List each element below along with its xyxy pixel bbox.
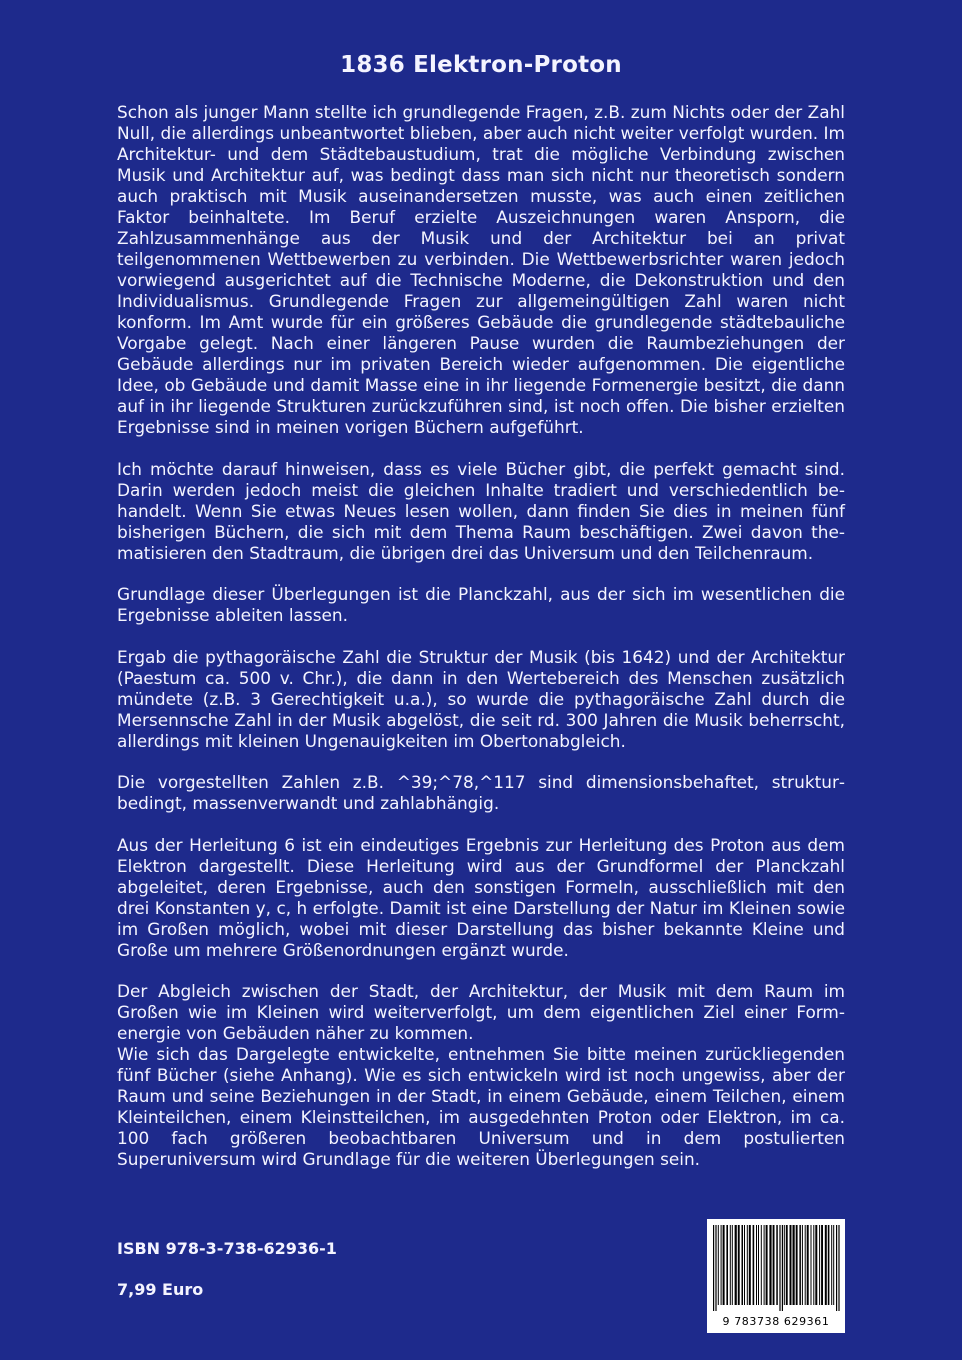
barcode-bar bbox=[723, 1225, 725, 1305]
barcode-bar bbox=[786, 1225, 788, 1305]
barcode-bar bbox=[805, 1225, 806, 1305]
barcode-bar bbox=[769, 1225, 771, 1305]
barcode-bar bbox=[758, 1225, 759, 1305]
barcode-bar bbox=[756, 1225, 757, 1305]
barcode-bar bbox=[828, 1225, 830, 1305]
barcode-bar bbox=[813, 1225, 814, 1305]
barcode-bar bbox=[738, 1225, 740, 1305]
barcode-bar bbox=[742, 1225, 744, 1305]
barcode-bar bbox=[825, 1225, 827, 1305]
paragraph-7: Der Abgleich zwischen der Stadt, der Architektur, der Musik mit dem Raum im Großen wie im Kleinen wird weiterverfolgt, um dem eigentlichen Ziel einer Formenergie von Gebäuden näher zu kommen. bbox=[117, 981, 845, 1043]
barcode-bar bbox=[732, 1225, 733, 1305]
barcode-bar bbox=[761, 1225, 762, 1305]
barcode-bar bbox=[730, 1225, 731, 1305]
barcode-bar bbox=[766, 1225, 768, 1305]
barcode-bar bbox=[726, 1225, 728, 1305]
paragraph-8: Wie sich das Dargelegte entwickelte, entnehmen Sie bitte meinen zurückliegenden fünf Bücher (siehe Anhang). Wie es sich entwickeln wird ist noch ungewiss, aber der Raum und seine Beziehungen in der Stadt, in einem Gebäude, einem Teilchen, einem Kleinteilchen, einem Kleinstteilchen, im ausgedehnten Proton oder Elektron, im ca. 100 fach größeren beobachtbaren Universum und in dem postulierten Superuniversum wird Grundlage für die weiteren Überlegungen sein. bbox=[117, 1044, 845, 1169]
paragraph-1: Schon als junger Mann stellte ich grundlegende Fragen, z.B. zum Nichts oder der Zahl Null, die allerdings unbeantwortet blieben, aber auch nicht weiter verfolgt wurden. Im Architektur- und dem Städtebaustudium, trat die mögliche Verbindung zwischen Musik und Architektur auf, was bedingt dass man sich nicht nur theoretisch sondern auch praktisch mit Musik auseinandersetzen musste, was auch einen zeitlichen Faktor beinhaltete. Im Beruf erzielte Auszeichnungen waren Ansporn, die Zahlzusammenhänge aus der Musik und der Architektur bei an privat teilgenommenen Wettbewerben zu verbinden. Die Wettbewerbsrichter waren jedoch vorwiegend ausgerichtet auf die Technische Moderne, die Dekonstruktion und den Individualismus. Grundlegende Fragen zur allgemeingültigen Zahl waren nicht konform. Im Amt wurde für ein größeres Gebäude die grundlegende städtebauliche Vorgabe gelegt. Nach einer längeren Pause wurden die Raumbeziehungen der Gebäude allerdings nur im privaten Bereich wieder aufgenommen. Die eigentliche Idee, ob Gebäude und damit Masse eine in ihr liegende Formenergie besitzt, die dann auf in ihr liegende Strukturen zurückzuführen sind, ist noch offen. Die bisher erzielten Ergebnisse sind in meinen vorigen Büchern aufgeführt. bbox=[117, 102, 845, 437]
isbn-label: ISBN 978-3-738-62936-1 bbox=[117, 1239, 337, 1258]
barcode-bar bbox=[747, 1225, 748, 1305]
barcode-bar bbox=[790, 1225, 792, 1305]
barcode-bar bbox=[821, 1225, 823, 1305]
book-title: 1836 Elektron-Proton bbox=[340, 52, 622, 78]
blurb-text bbox=[117, 102, 845, 1191]
barcode-bar bbox=[807, 1225, 809, 1305]
barcode-bar bbox=[773, 1225, 775, 1305]
barcode-guard-bar bbox=[713, 1225, 714, 1311]
paragraph-5: Die vorgestellten Zahlen z.B. ^39;^78,^117 sind dimensionsbehaftet, strukturbedingt, massenverwandt und zahlabhängig. bbox=[117, 772, 845, 813]
barcode-bar bbox=[815, 1225, 817, 1305]
barcode-guard-bar bbox=[779, 1225, 780, 1311]
barcode-bar bbox=[735, 1225, 737, 1305]
paragraph-6: Aus der Herleitung 6 ist ein eindeutiges Ergebnis zur Herleitung des Proton aus dem Elektron dargestellt. Diese Herleitung wird aus der Grundformel der Planckzahl abgeleitet, deren Ergebnisse, auch den sonstigen Formeln, ausschließlich mit den drei Konstanten y, c, h erfolgte. Damit ist eine Darstellung der Natur im Kleinen sowie im Großen möglich, wobei mit dieser Darstellung das bisher bekannte Kleine und Große um mehrere Größenordnungen ergänzt wurde. bbox=[117, 834, 845, 960]
barcode-bar bbox=[744, 1225, 745, 1305]
barcode-bar bbox=[831, 1225, 832, 1305]
paragraph-4: Ergab die pythagoräische Zahl die Struktur der Musik (bis 1642) und der Architektur (Paestum ca. 500 v. Chr.), die dann in den Wertebereich des Menschen zusätzlich mündete (z.B. 3 Gerechtigkeit u.a.), so wurde die pythagoräische Zahl durch die Mersennsche Zahl in der Musik abgelöst, die seit rd. 300 Jahren die Musik beherrscht, allerdings mit kleinen Ungenauigkeiten im Obertonabgleich. bbox=[117, 646, 845, 751]
barcode-bar bbox=[802, 1225, 803, 1305]
barcode-bar bbox=[721, 1225, 722, 1305]
barcode bbox=[707, 1219, 845, 1333]
barcode-guard-bar bbox=[715, 1225, 716, 1311]
barcode-bar bbox=[776, 1225, 778, 1305]
barcode-digits: 9 783738 629361 bbox=[722, 1315, 830, 1328]
barcode-bar bbox=[764, 1225, 765, 1305]
barcode-bar bbox=[718, 1225, 719, 1305]
barcode-bar bbox=[833, 1225, 834, 1305]
barcode-bar bbox=[799, 1225, 801, 1305]
barcode-bar bbox=[811, 1225, 812, 1305]
barcode-bar bbox=[793, 1225, 795, 1305]
barcode-guard-bar bbox=[838, 1225, 839, 1311]
barcode-guard-bar bbox=[836, 1225, 837, 1311]
barcode-guard-bar bbox=[782, 1225, 783, 1311]
barcode-bar bbox=[749, 1225, 751, 1305]
price-label: 7,99 Euro bbox=[117, 1280, 204, 1299]
paragraph-2: Ich möchte darauf hinweisen, dass es viele Bücher gibt, die perfekt gemacht sind. Darin werden jedoch meist die gleichen Inhalte tradiert und verschiedentlich behandelt. Wenn Sie etwas Neues lesen wollen, dann finden Sie dies in meinen fünf bisherigen Büchern, die sich mit dem Thema Raum beschäftigen. Zwei davon thematisieren den Stadtraum, die übrigen drei das Universum und den Teilchenraum. bbox=[117, 458, 845, 563]
barcode-bar bbox=[796, 1225, 798, 1305]
barcode-bar bbox=[819, 1225, 820, 1305]
barcode-bar bbox=[753, 1225, 755, 1305]
barcode-bar bbox=[784, 1225, 785, 1305]
paragraph-3: Grundlage dieser Überlegungen ist die Planckzahl, aus der sich im wesentlichen die Ergebnisse ableiten lassen. bbox=[117, 584, 845, 625]
